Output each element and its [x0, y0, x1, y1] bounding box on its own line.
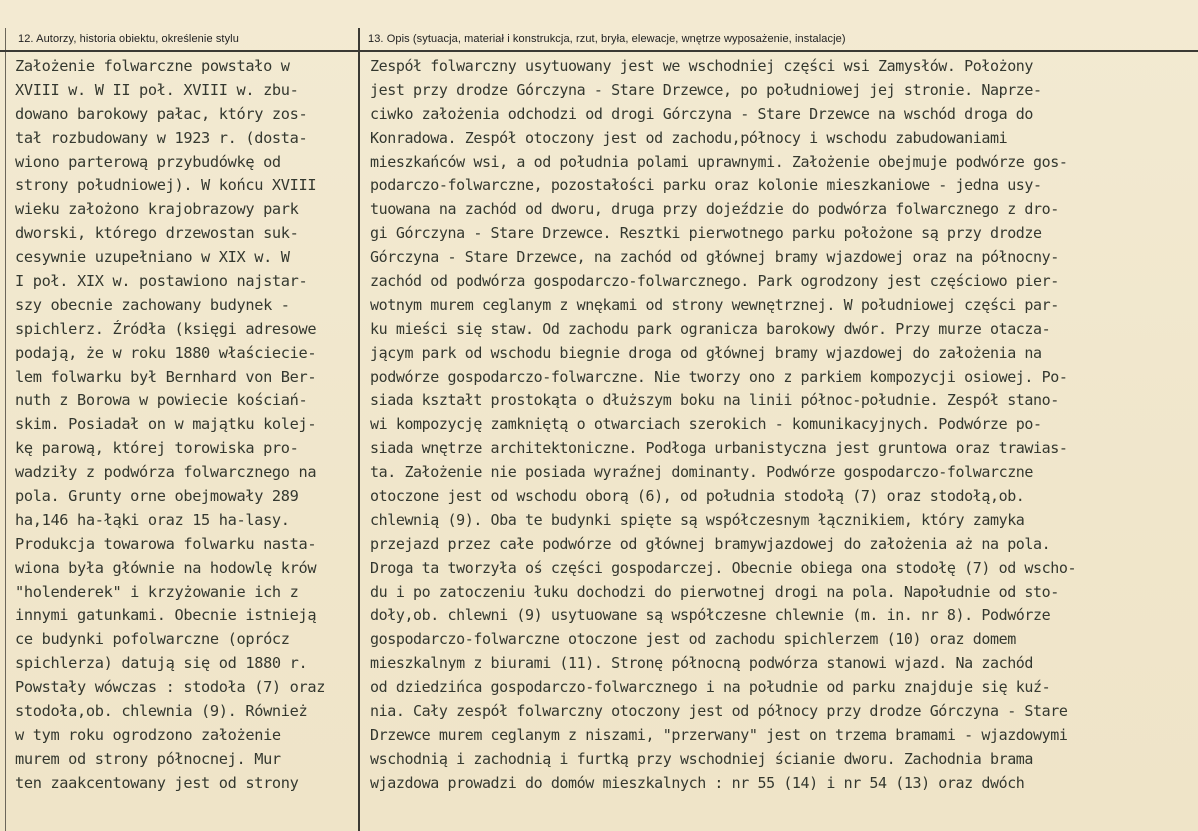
text-line: XVIII w. W II poł. XVIII w. zbu-	[15, 80, 299, 99]
card-left-border	[5, 28, 6, 831]
text-line: jest przy drodze Górczyna - Stare Drzewce, po południowej jej stronie. Naprze-	[370, 80, 1042, 99]
text-line: wieku założono krajobrazowy park	[15, 200, 299, 219]
text-line: lem folwarku był Bernhard von Ber-	[15, 367, 317, 386]
text-line: ciwko założenia odchodzi od drogi Górczyna - Stare Drzewce na wschód droga do	[370, 104, 1034, 123]
text-line: Drzewce murem ceglanym z niszami, "przerwany" jest on trzema bramami - wjazdowymi	[370, 725, 1068, 744]
text-line: gi Górczyna - Stare Drzewce. Resztki pierwotnego parku położone są przy drodze	[370, 224, 1042, 243]
text-line: mieszkańców wsi, a od południa polami uprawnymi. Założenie obejmuje podwórze gos-	[370, 152, 1068, 171]
text-line: podwórze gospodarczo-folwarczne. Nie tworzy ono z parkiem kompozycji osiowej. Po-	[370, 367, 1068, 386]
text-line: I poł. XIX w. postawiono najstar-	[15, 272, 308, 291]
text-line: ta. Założenie nie posiada wyraźnej dominanty. Podwórze gospodarczo-folwarczne	[370, 463, 1034, 482]
text-line: spichlerza) datują się od 1880 r.	[15, 654, 308, 673]
text-line: tuowana na zachód od dworu, druga przy dojeździe do podwórza folwarcznego z dro-	[370, 200, 1059, 219]
text-line: jącym park od wschodu biegnie droga od głównej bramy wjazdowej do założenia na	[370, 343, 1042, 362]
text-line: ku mieści się staw. Od zachodu park ogranicza barokowy dwór. Przy murze otacza-	[370, 319, 1051, 338]
text-line: chlewnią (9). Oba te budynki spięte są współczesnym łącznikiem, który zamyka	[370, 510, 1025, 529]
text-line: wiono parterową przybudówkę od	[15, 152, 281, 171]
column-divider	[358, 28, 360, 831]
text-line: Zespół folwarczny usytuowany jest we wschodniej części wsi Zamysłów. Położony	[370, 57, 1034, 75]
text-line: siada wnętrze architektoniczne. Podłoga urbanistyczna jest gruntowa oraz trawias-	[370, 439, 1068, 458]
text-line: szy obecnie zachowany budynek -	[15, 295, 290, 314]
text-line: Górczyna - Stare Drzewce, na zachód od głównej bramy wjazdowej oraz na północny-	[370, 248, 1059, 267]
text-line: dworski, którego drzewostan suk-	[15, 224, 299, 243]
text-line: wjazdowa prowadzi do domów mieszkalnych : nr 55 (14) i nr 54 (13) oraz dwóch	[370, 773, 1025, 792]
text-line: podają, że w roku 1880 właściecie-	[15, 343, 317, 362]
text-line: wadziły z podwórza folwarcznego na	[15, 463, 317, 482]
text-line: tał rozbudowany w 1923 r. (dosta-	[15, 128, 308, 147]
text-line: du i po zatoczeniu łuku dochodzi do pierwotnej drogi na pola. Napołudnie od sto-	[370, 582, 1059, 601]
text-line: nuth z Borowa w powiecie kościań-	[15, 391, 308, 410]
text-line: cesywnie uzupełniano w XIX w. W	[15, 248, 290, 267]
text-line: od dziedzińca gospodarczo-folwarcznego i na południe od parku znajduje się kuź-	[370, 678, 1051, 697]
text-line: zachód od podwórza gospodarczo-folwarcznego. Park ogrodzony jest częściowo pier-	[370, 272, 1059, 291]
text-line: Droga ta tworzyła oś części gospodarczej. Obecnie obiega ona stodołę (7) od wscho-	[370, 558, 1077, 577]
text-line: stodoła,ob. chlewnia (9). Również	[15, 702, 308, 721]
section-13-text	[370, 55, 1192, 796]
section-12-heading: 12. Autorzy, historia obiektu, określenie stylu	[18, 33, 239, 45]
text-line: ha,146 ha-łąki oraz 15 ha-lasy.	[15, 510, 290, 529]
header-divider	[0, 50, 1198, 52]
text-line: otoczone jest od wschodu oborą (6), od południa stodołą (7) oraz stodołą,ob.	[370, 487, 1025, 506]
text-line: ce budynki pofolwarczne (oprócz	[15, 630, 290, 649]
text-line: Założenie folwarczne powstało w	[15, 57, 290, 75]
text-line: ten zaakcentowany jest od strony	[15, 773, 299, 792]
text-line: gospodarczo-folwarczne otoczone jest od zachodu spichlerzem (10) oraz domem	[370, 630, 1016, 649]
text-line: spichlerz. Źródła (księgi adresowe	[15, 319, 317, 338]
section-13-heading: 13. Opis (sytuacja, materiał i konstrukcja, rzut, bryła, elewacje, wnętrze wyposażenie, instalacje)	[368, 33, 846, 45]
text-line: Produkcja towarowa folwarku nasta-	[15, 534, 317, 553]
text-line: Konradowa. Zespół otoczony jest od zachodu,północy i wschodu zabudowaniami	[370, 128, 1008, 147]
text-line: murem od strony północnej. Mur	[15, 749, 281, 768]
text-line: Powstały wówczas : stodoła (7) oraz	[15, 678, 326, 697]
text-line: kę parową, której torowiska pro-	[15, 439, 299, 458]
text-line: innymi gatunkami. Obecnie istnieją	[15, 606, 317, 625]
text-line: wiona była głównie na hodowlę krów	[15, 558, 317, 577]
text-line: przejazd przez całe podwórze od głównej bramywjazdowej do założenia aż na pola.	[370, 534, 1051, 553]
text-line: pola. Grunty orne obejmowały 289	[15, 487, 299, 506]
text-line: wi kompozycję zamkniętą o otwarciach szerokich - komunikacyjnych. Podwórze po-	[370, 415, 1042, 434]
section-12-text	[15, 55, 355, 796]
text-line: doły,ob. chlewni (9) usytuowane są współczesne chlewnie (m. in. nr 8). Podwórze	[370, 606, 1051, 625]
text-line: dowano barokowy pałac, który zos-	[15, 104, 308, 123]
text-line: "holenderek" i krzyżowanie ich z	[15, 582, 299, 601]
text-line: wotnym murem ceglanym z wnękami od strony wewnętrznej. W południowej części par-	[370, 295, 1059, 314]
text-line: w tym roku ogrodzono założenie	[15, 725, 281, 744]
text-line: skim. Posiadał on w majątku kolej-	[15, 415, 317, 434]
text-line: mieszkalnym z biurami (11). Stronę północną podwórza stanowi wjazd. Na zachód	[370, 654, 1034, 673]
text-line: strony południowej). W końcu XVIII	[15, 176, 317, 195]
text-line: podarczo-folwarczne, pozostałości parku oraz kolonie mieszkaniowe - jedna usy-	[370, 176, 1042, 195]
text-line: siada kształt prostokąta o dłuższym boku na linii północ-południe. Zespół stano-	[370, 391, 1059, 410]
text-line: nia. Cały zespół folwarczny otoczony jest od północy przy drodze Górczyna - Stare	[370, 702, 1068, 721]
text-line: wschodnią i zachodnią i furtką przy wschodniej ścianie dworu. Zachodnia brama	[370, 749, 1034, 768]
